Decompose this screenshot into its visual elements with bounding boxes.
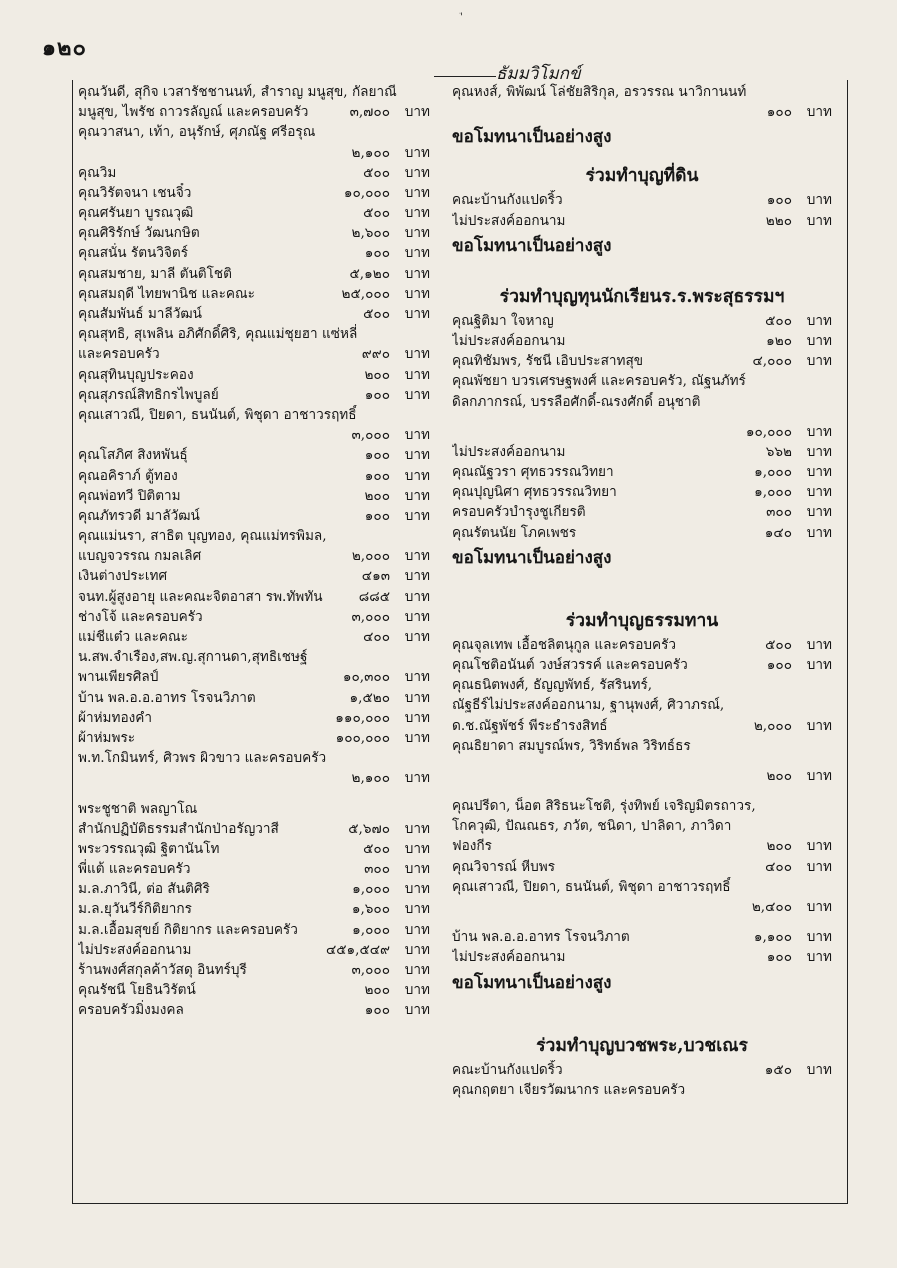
donor-line: คุณหงส์, พิพัฒน์ โล่ชัยสิริกุล, อรวรรณ นาวิกานนท์ xyxy=(452,84,747,100)
currency-unit: บาท xyxy=(404,487,430,504)
spacer xyxy=(452,261,832,283)
donation-amount: ๒,๐๐๐ xyxy=(351,548,390,565)
spacer xyxy=(452,412,832,422)
currency-unit: บาท xyxy=(404,507,430,524)
donor-name: คุณสมฤดี ไทยพานิช และคณะ xyxy=(78,285,255,302)
donation-amount: ๒๐๐ xyxy=(364,487,390,504)
donor-name: ครอบครัวบำรุงชูเกียรติ xyxy=(452,504,586,521)
section-heading-dhamma-giving: ร่วมทำบุญธรรมทาน xyxy=(565,610,719,631)
donation-amount: ๑๐๐ xyxy=(766,192,792,209)
donation-row xyxy=(452,502,832,522)
donation-row xyxy=(78,708,430,728)
donor-line: โกควุฒิ, ปัณณธร, ภวัต, ชนิดา, ปาลิดา, ภาวิดา xyxy=(452,818,732,835)
donation-amount: ๕๐๐ xyxy=(363,205,390,222)
donor-name: ไม่ประสงค์ออกนาม xyxy=(452,212,566,229)
section-heading-land: ร่วมทำบุญที่ดิน xyxy=(585,166,699,187)
page-number: ๑๒๐ xyxy=(42,35,87,61)
donation-amount: ๑๐๐ xyxy=(364,245,390,262)
donation-amount: ๑,๑๐๐ xyxy=(753,929,792,946)
spacer xyxy=(452,786,832,796)
donation-row xyxy=(78,667,430,687)
currency-unit: บาท xyxy=(404,568,430,585)
currency-unit: บาท xyxy=(404,386,430,403)
donor-name: คุณสุภรณ์สิทธิกรไพบูลย์ xyxy=(78,386,219,403)
donor-name: คุณศิริรักษ์ วัฒนกษิต xyxy=(78,225,200,242)
donation-row xyxy=(452,462,832,482)
donor-line: พ.ท.โกมินทร์, ศิวพร ผิวขาว และครอบครัว xyxy=(78,750,327,767)
donor-name: คุณณัฐวรา ศุทธวรรณวิทยา xyxy=(452,464,614,481)
donation-row xyxy=(78,627,430,647)
donation-amount: ๑๐,๐๐๐ xyxy=(745,423,792,440)
spacer xyxy=(452,756,832,766)
donor-name: พานเพียรศิลป์ xyxy=(78,669,159,686)
currency-unit: บาท xyxy=(404,366,430,383)
currency-unit: บาท xyxy=(806,717,832,734)
donation-row xyxy=(78,344,430,364)
currency-unit: บาท xyxy=(806,636,832,653)
donation-amount: ๑๐๐ xyxy=(766,104,792,121)
donation-row xyxy=(78,365,430,385)
donation-row xyxy=(78,688,430,708)
donation-amount: ๔๑๓ xyxy=(361,568,390,585)
donation-row xyxy=(78,567,430,587)
thanks-line: ขอโมทนาเป็นอย่างสูง xyxy=(452,127,612,148)
currency-unit: บาท xyxy=(404,265,430,282)
donor-name: คุณทิชัมพร, รัชนี เอิบประสาทสุข xyxy=(452,353,644,370)
donor-line: คุณปรีดา, น็อต สิริธนะโชติ, รุ่งทิพย์ เจริญมิตรถาวร, xyxy=(452,798,756,815)
currency-unit: บาท xyxy=(806,899,832,916)
donation-row xyxy=(78,102,430,122)
donation-row xyxy=(78,163,430,183)
donor-name: ม.ล.ยุวันวีร์กิติยากร xyxy=(78,901,192,918)
donor-name: ครอบครัวมิ่งมงคล xyxy=(78,1002,184,1019)
donation-amount: ๒,๑๐๐ xyxy=(351,770,390,787)
donor-name: คุณรัตนนัย โภคเพชร xyxy=(452,524,577,541)
donation-row xyxy=(452,857,832,877)
thanks-line: ขอโมทนาเป็นอย่างสูง xyxy=(452,235,612,256)
currency-unit: บาท xyxy=(404,921,430,938)
donation-row xyxy=(78,223,430,243)
currency-unit: บาท xyxy=(806,504,832,521)
donor-name: คณะบ้านกังแปดริ้ว xyxy=(452,1061,563,1078)
donation-amount: ๓๐๐ xyxy=(364,861,390,878)
donation-amount: ๒,๐๐๐ xyxy=(753,717,792,734)
donation-amount: ๓,๐๐๐ xyxy=(351,962,390,979)
donor-line: ดิลกภากรณ์, บรรลือศักดิ์-ณรงศักดิ์ อนุชาติ xyxy=(452,393,701,410)
donation-amount: ๕,๖๗๐ xyxy=(348,820,390,837)
currency-unit: บาท xyxy=(404,689,430,706)
donation-amount: ๖๖๒ xyxy=(765,443,792,460)
donation-row xyxy=(78,819,430,839)
donation-row xyxy=(78,768,430,788)
donor-line: คุณเสาวณี, ปิยดา, ธนนันต์, พิชุดา อาชาวรฤทธิ์ xyxy=(78,407,357,423)
spacer xyxy=(452,152,832,162)
currency-unit: บาท xyxy=(806,524,832,541)
donation-amount: ๔,๐๐๐ xyxy=(752,353,792,370)
currency-unit: บาท xyxy=(404,962,430,979)
currency-unit: บาท xyxy=(404,205,430,222)
currency-unit: บาท xyxy=(404,144,430,161)
donor-line: คุณพัชยา บวรเศรษฐพงศ์ และครอบครัว, ณัฐนภัทร์ xyxy=(452,373,746,390)
donor-name: คุณสมชาย, มาลี ตันติโชติ xyxy=(78,265,232,282)
currency-unit: บาท xyxy=(806,929,832,946)
donation-amount: ๑๐๐ xyxy=(364,507,390,524)
donation-row xyxy=(452,635,832,655)
donor-name: คุณภัทรวดี มาลัวัฒน์ xyxy=(78,507,200,524)
donation-amount: ๑๐๐ xyxy=(766,656,792,673)
currency-unit: บาท xyxy=(806,192,832,209)
donor-name: คุณจุลเทพ เอื้อชลิตนุกูล และครอบครัว xyxy=(452,636,677,653)
donation-row xyxy=(452,927,832,947)
donation-row xyxy=(78,728,430,748)
currency-unit: บาท xyxy=(404,184,430,201)
spacer xyxy=(452,917,832,927)
currency-unit: บาท xyxy=(404,881,430,898)
donation-amount: ๕๐๐ xyxy=(363,164,390,181)
donation-amount: ๑๐,๓๐๐ xyxy=(342,669,390,686)
donation-amount: ๑๐,๐๐๐ xyxy=(343,184,390,201)
donation-row xyxy=(452,102,832,122)
currency-unit: บาท xyxy=(806,484,832,501)
donation-row xyxy=(78,879,430,899)
donation-amount: ๓,๗๐๐ xyxy=(349,104,390,121)
top-mark: ׁ' xyxy=(460,12,463,23)
donation-amount: ๑๐๐ xyxy=(766,949,792,966)
donor-name: คุณสัมพันธ์ มาลีวัฒน์ xyxy=(78,306,202,323)
currency-unit: บาท xyxy=(404,669,430,686)
donor-line: คุณวาสนา, เท้า, อนุรักษ์, ศุภณัฐ ศรีอรุณ xyxy=(78,124,316,141)
donation-amount: ๒๐๐ xyxy=(364,982,390,999)
donation-amount: ๕๐๐ xyxy=(363,840,390,857)
donation-amount: ๙๙๐ xyxy=(361,346,390,363)
donor-line: คุณธนิตพงศ์, ธัญญพัทธ์, รัสรินทร์, xyxy=(452,677,653,694)
donation-row xyxy=(452,716,832,736)
donor-name: ผ้าห่มทองคำ xyxy=(78,709,153,726)
currency-unit: บาท xyxy=(806,332,832,349)
currency-unit: บาท xyxy=(404,709,430,726)
currency-unit: บาท xyxy=(806,767,832,784)
donation-amount: ๑๔๐ xyxy=(764,524,792,541)
right-column xyxy=(452,82,832,1100)
donation-amount: ๑๑๐,๐๐๐ xyxy=(335,709,390,726)
donation-row xyxy=(78,385,430,405)
donor-name: คุณโชติอนันต์ วงษ์สวรรค์ และครอบครัว xyxy=(452,656,688,673)
donation-row xyxy=(78,839,430,859)
donor-name: คุณสนั่น รัตนวิจิตร์ xyxy=(78,245,189,262)
donor-line: คุณธิยาดา สมบูรณ์พร, วิริทธ์พล วิริทธ์ธร xyxy=(452,737,691,754)
donor-name: ฟองกีร xyxy=(452,838,492,855)
currency-unit: บาท xyxy=(806,464,832,481)
donation-amount: ๓๐๐ xyxy=(766,504,792,521)
donor-name: ช่างโจ้ และครอบครัว xyxy=(78,608,203,625)
donation-amount: ๒๕,๐๐๐ xyxy=(341,285,390,302)
donation-row xyxy=(78,143,430,163)
donation-row xyxy=(452,422,832,442)
currency-unit: บาท xyxy=(404,770,430,787)
donor-name: คุณฐิติมา ใจหาญ xyxy=(452,312,554,329)
donation-row xyxy=(78,940,430,960)
currency-unit: บาท xyxy=(404,427,430,444)
donor-name: ไม่ประสงค์ออกนาม xyxy=(452,332,566,349)
thanks-line: ขอโมทนาเป็นอย่างสูง xyxy=(452,547,612,568)
currency-unit: บาท xyxy=(404,1002,430,1019)
section-heading-scholarship: ร่วมทำบุญทุนนักเรียนร.ร.พระสุธรรมฯ xyxy=(499,286,785,307)
donor-name: พระวรรณวุฒิ ฐิตานันโท xyxy=(78,840,220,857)
currency-unit: บาท xyxy=(404,104,430,121)
donation-row xyxy=(78,920,430,940)
donor-name: และครอบครัว xyxy=(78,346,160,363)
donation-amount: ๑๒๐ xyxy=(766,332,792,349)
donation-amount: ๑,๐๐๐ xyxy=(352,921,390,938)
donor-line: คุณเสาวณี, ปิยดา, ธนนันต์, พิชุดา อาชาวรฤทธิ์ xyxy=(452,878,731,895)
donation-row xyxy=(452,211,832,231)
donation-amount: ๑,๐๐๐ xyxy=(352,881,390,898)
currency-unit: บาท xyxy=(404,245,430,262)
donor-name: คุณศรันยา บูรณวุฒิ xyxy=(78,205,194,222)
donation-amount: ๓,๐๐๐ xyxy=(351,608,390,625)
currency-unit: บาท xyxy=(404,285,430,302)
donation-amount: ๒๒๐ xyxy=(765,212,792,229)
donation-row xyxy=(78,425,430,445)
donation-row xyxy=(452,897,832,917)
currency-unit: บาท xyxy=(806,838,832,855)
donor-name: ไม่ประสงค์ออกนาม xyxy=(452,949,566,966)
donation-amount: ๕๐๐ xyxy=(363,306,390,323)
donor-name: คณะบ้านกังแปดริ้ว xyxy=(452,192,563,209)
donor-name: คุณพ่อทวี ปิติตาม xyxy=(78,487,181,504)
currency-unit: บาท xyxy=(806,858,832,875)
currency-unit: บาท xyxy=(404,608,430,625)
donation-row xyxy=(78,859,430,879)
donor-name: ด.ช.ณัฐพัชร์ พีระธำรงสิทธ์ xyxy=(452,717,608,734)
donation-amount: ๑๐๐ xyxy=(364,447,390,464)
donation-row xyxy=(78,203,430,223)
donor-name: ไม่ประสงค์ออกนาม xyxy=(452,443,566,460)
donation-row xyxy=(78,799,430,819)
currency-unit: บาท xyxy=(404,982,430,999)
currency-unit: บาท xyxy=(404,588,430,605)
donor-name: บ้าน พล.อ.อ.อาทร โรจนวิภาต xyxy=(452,929,630,946)
currency-unit: บาท xyxy=(806,423,832,440)
currency-unit: บาท xyxy=(404,306,430,323)
donor-name: คุณวิม xyxy=(78,164,117,181)
left-column xyxy=(78,82,430,1021)
currency-unit: บาท xyxy=(806,353,832,370)
currency-unit: บาท xyxy=(404,941,430,958)
donation-row xyxy=(452,947,832,967)
donation-row xyxy=(452,442,832,462)
donor-name: แม่ชีแต๋ว และคณะ xyxy=(78,629,188,646)
donation-amount: ๒๐๐ xyxy=(766,838,792,855)
donation-amount: ๒,๔๐๐ xyxy=(751,899,792,916)
donor-line: น.สพ.จำเรือง,สพ.ญ.สุกานดา,สุทธิเชษฐ์ xyxy=(78,649,308,666)
donor-name: ร้านพงศ์สกุลค้าวัสดุ อินทร์บุรี xyxy=(78,962,247,979)
donation-row xyxy=(78,587,430,607)
donor-name: สำนักปฏิบัติธรรมสำนักป่าอรัญวาสี xyxy=(78,820,279,837)
currency-unit: บาท xyxy=(806,212,832,229)
donation-amount: ๓,๐๐๐ xyxy=(351,427,390,444)
donation-row xyxy=(452,331,832,351)
donor-name: จนท.ผู้สูงอายุ และคณะจิตอาสา รพ.ทัพทัน xyxy=(78,588,323,605)
donation-row xyxy=(452,523,832,543)
donation-amount: ๑,๖๐๐ xyxy=(351,901,390,918)
donation-row xyxy=(452,837,832,857)
donor-name: ม.ล.เอื้อมสุขย์ กิติยากร และครอบครัว xyxy=(78,921,298,938)
donation-row xyxy=(78,445,430,465)
running-title: ธัมมวิโมกข์ xyxy=(496,64,581,84)
donation-amount: ๔๐๐ xyxy=(765,858,792,875)
donor-name: พระชูชาติ พลญาโณ xyxy=(78,800,198,817)
donation-amount: ๑,๕๒๐ xyxy=(349,689,390,706)
donor-line: คุณแม่นรา, สาธิต บุญทอง, คุณแม่ทรพิมล, xyxy=(78,528,327,545)
donation-amount: ๑๐๐ xyxy=(364,1002,390,1019)
donor-name: พี่แต้ และครอบครัว xyxy=(78,861,191,878)
donor-name: คุณวิรัตจนา เชนจิ๋ว xyxy=(78,184,192,201)
currency-unit: บาท xyxy=(404,840,430,857)
donor-name: บ้าน พล.อ.อ.อาทร โรจนวิภาต xyxy=(78,689,256,706)
donor-name: คุณปุญนิศา ศุทธวรรณวิทยา xyxy=(452,484,617,501)
donation-row xyxy=(78,183,430,203)
donor-line: ณัฐธีร์ไม่ประสงค์ออกนาม, ฐานุพงศ์, ศิวาภรณ์, xyxy=(452,697,725,714)
donation-row xyxy=(452,311,832,331)
currency-unit: บาท xyxy=(404,629,430,646)
donation-row xyxy=(78,244,430,264)
donation-amount: ๔๐๐ xyxy=(363,629,390,646)
donation-row xyxy=(78,264,430,284)
section-heading-ordination: ร่วมทำบุญบวชพระ,บวชเณร xyxy=(536,1035,748,1056)
donation-amount: ๑๕๐ xyxy=(764,1061,792,1078)
donation-row xyxy=(78,980,430,1000)
donor-line: คุณกฤตยา เจียรวัฒนากร และครอบครัว xyxy=(452,1081,686,1098)
currency-unit: บาท xyxy=(806,312,832,329)
donation-amount: ๒๐๐ xyxy=(766,767,792,784)
donation-amount: ๒,๖๐๐ xyxy=(351,225,390,242)
donation-amount: ๑,๐๐๐ xyxy=(754,484,792,501)
donation-row xyxy=(78,607,430,627)
donation-amount: ๔๕๑,๕๔๙ xyxy=(325,941,390,958)
spacer xyxy=(452,998,832,1032)
currency-unit: บาท xyxy=(404,346,430,363)
currency-unit: บาท xyxy=(404,820,430,837)
donation-amount: ๑๐๐,๐๐๐ xyxy=(335,729,390,746)
donor-line: คุณสุทธิ, สุเพลิน อภิศักดิ์ศิริ, คุณแม่ชุยฮา แซ่หลี่ xyxy=(78,326,358,343)
spacer xyxy=(452,573,832,607)
donation-row xyxy=(78,304,430,324)
donation-row xyxy=(452,351,832,371)
donation-row xyxy=(452,1060,832,1080)
currency-unit: บาท xyxy=(404,164,430,181)
donation-row xyxy=(452,655,832,675)
currency-unit: บาท xyxy=(404,729,430,746)
currency-unit: บาท xyxy=(404,548,430,565)
currency-unit: บาท xyxy=(404,225,430,242)
currency-unit: บาท xyxy=(806,949,832,966)
donation-amount: ๕๐๐ xyxy=(765,636,792,653)
currency-unit: บาท xyxy=(806,656,832,673)
donation-row xyxy=(78,546,430,566)
header-rule xyxy=(434,76,496,77)
currency-unit: บาท xyxy=(806,104,832,121)
currency-unit: บาท xyxy=(404,861,430,878)
donation-amount: ๒๐๐ xyxy=(364,366,390,383)
donation-row xyxy=(78,284,430,304)
currency-unit: บาท xyxy=(404,901,430,918)
thanks-line: ขอโมทนาเป็นอย่างสูง xyxy=(452,972,612,993)
donation-row xyxy=(452,766,832,786)
donation-amount: ๒,๑๐๐ xyxy=(351,144,390,161)
donation-amount: ๕,๑๒๐ xyxy=(349,265,390,282)
donor-name: คุณสุทินบุญประคอง xyxy=(78,366,194,383)
donation-row xyxy=(78,1000,430,1020)
donor-name: เงินต่างประเทศ xyxy=(78,568,168,585)
spacer xyxy=(78,789,430,799)
donor-name: ม.ล.ภาวินี, ต่อ สันติศิริ xyxy=(78,881,210,898)
donor-name: คุณวิจารณ์ หีบพร xyxy=(452,858,556,875)
donation-amount: ๘๘๕ xyxy=(358,588,390,605)
donor-name: ผ้าห่มพระ xyxy=(78,729,136,746)
donation-row xyxy=(78,960,430,980)
donation-row xyxy=(78,466,430,486)
donor-name: คุณโสภิศ สิงหพันธุ์ xyxy=(78,447,188,464)
donation-row xyxy=(78,486,430,506)
donor-line: คุณวันดี, สุกิจ เวสารัชชานนท์, สำราญ มนูสุข, กัลยาณี xyxy=(78,84,397,100)
donation-row xyxy=(78,900,430,920)
donor-name: แบญจวรรณ กมลเลิศ xyxy=(78,548,202,565)
donation-row xyxy=(78,506,430,526)
currency-unit: บาท xyxy=(404,447,430,464)
donation-amount: ๑,๐๐๐ xyxy=(754,464,792,481)
currency-unit: บาท xyxy=(806,1061,832,1078)
donation-amount: ๑๐๐ xyxy=(364,386,390,403)
currency-unit: บาท xyxy=(404,467,430,484)
donor-name: คุณรัชนี โยธินวิรัตน์ xyxy=(78,982,196,999)
donor-name: คุณอคิราภ์ ตู้ทอง xyxy=(78,467,178,484)
donation-row xyxy=(452,482,832,502)
donation-row xyxy=(452,190,832,210)
donation-amount: ๕๐๐ xyxy=(765,312,792,329)
donor-name: มนูสุข, ไพรัช ถาวรลัญณ์ และครอบครัว xyxy=(78,104,309,121)
donor-name: ไม่ประสงค์ออกนาม xyxy=(78,941,192,958)
currency-unit: บาท xyxy=(806,443,832,460)
donation-amount: ๑๐๐ xyxy=(364,467,390,484)
